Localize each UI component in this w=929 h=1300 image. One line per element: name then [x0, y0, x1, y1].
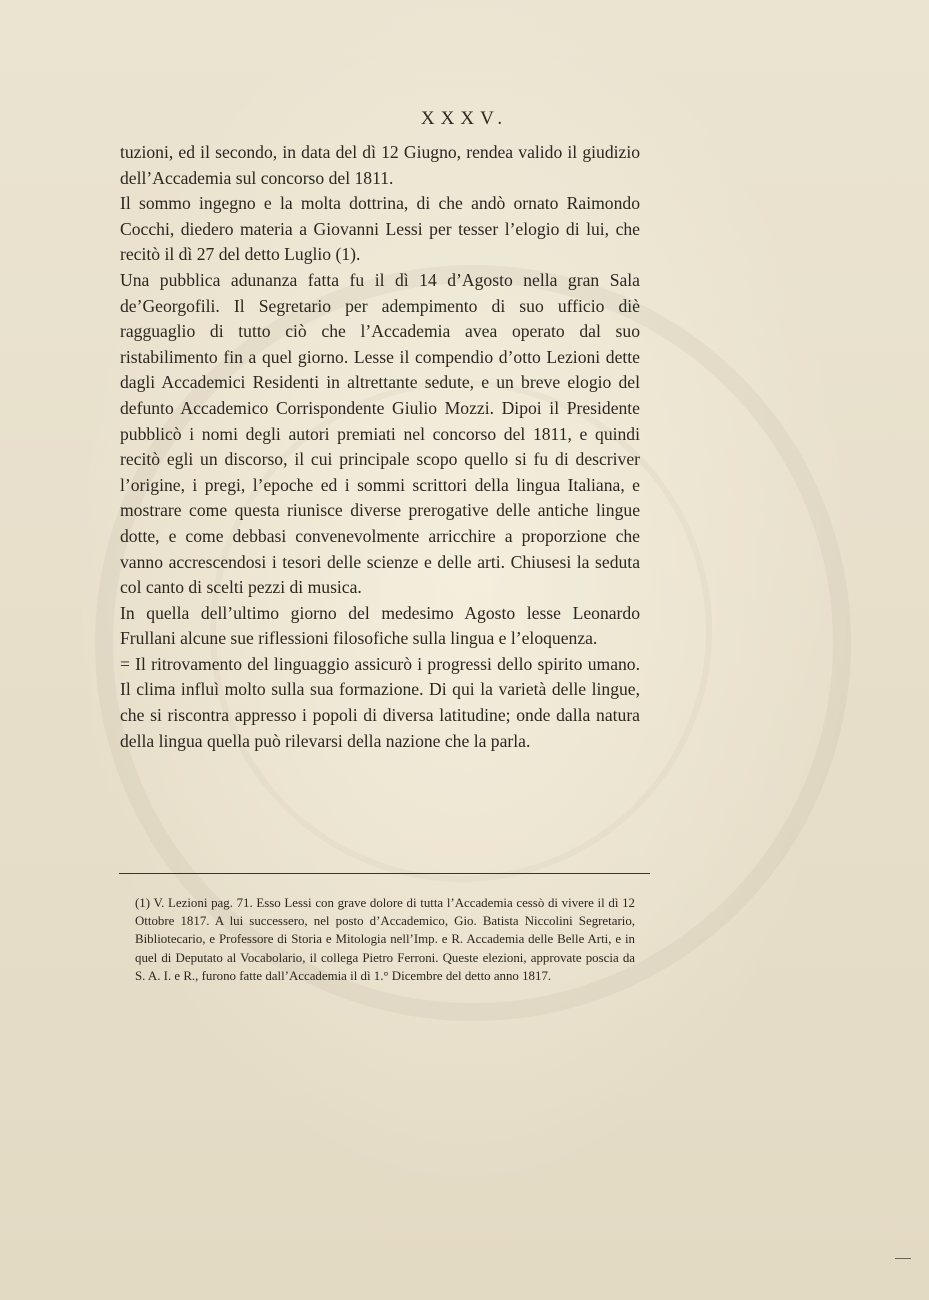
main-text-block: [120, 140, 640, 754]
paragraph-5: = Il ritrovamento del linguaggio assicurò i progressi dello spirito umano. Il clima influì molto sulla sua formazione. Di qui la varietà delle lingue, che si riscontra appresso i popoli di diversa latitudine; onde dalla natura della lingua quella può rilevarsi della nazione che la parla.: [120, 653, 640, 751]
page-number-header: XXXV.: [420, 108, 509, 129]
footnote-1: (1) V. Lezioni pag. 71. Esso Lessi con grave dolore di tutta l’Accademia cessò di vivere il dì 12 Ottobre 1817. A lui successero, nel posto d’Accademico, Gio. Batista Niccolini Segretario, Bibliotecario, e Professore di Storia e Mitologia nell’Imp. e R. Accademia delle Belle Arti, e in quel di Deputato al Vocabolario, il collega Pietro Ferroni. Queste elezioni, approvate poscia da S. A. I. e R., furono fatte dall’Accademia il dì 1.° Dicembre del detto anno 1817.: [135, 896, 635, 983]
footnote-block: [135, 894, 635, 985]
paragraph-3: Una pubblica adunanza fatta fu il dì 14 d’Agosto nella gran Sala de’Georgofili. Il Segretario per adempimento di suo ufficio diè ragguaglio di tutto ciò che l’Accademia avea operato dal suo ristabilimento fin a quel giorno. Lesse il compendio d’otto Lezioni dette dagli Accademici Residenti in altrettante sedute, e un breve elogio del defunto Accademico Corrispondente Giulio Mozzi. Dipoi il Presidente pubblicò i nomi degli autori premiati nel concorso del 1811, e quindi recitò egli un discorso, il cui principale scopo quello si fu di descriver l’origine, i pregi, l’epoche ed i sommi scrittori della lingua Italiana, e mostrare come questa riunisce diverse prerogative delle antiche lingue dotte, e come debbasi convenevolmente arricchire a proporzione che vanno accrescendosi i tesori delle scienze e delle arti. Chiusesi la seduta col canto di scelti pezzi di musica.: [120, 269, 640, 598]
paragraph-2: Il sommo ingegno e la molta dottrina, di che andò ornato Raimondo Cocchi, diedero materia a Giovanni Lessi per tesser l’elogio di lui, che recitò il dì 27 del detto Luglio (1).: [120, 193, 640, 265]
paragraph-1: tuzioni, ed il secondo, in data del dì 12 Giugno, rendea valido il giudizio dell’Accademia sul concorso del 1811.: [120, 142, 640, 188]
footnote-separator-rule: [119, 873, 650, 874]
paragraph-4: In quella dell’ultimo giorno del medesimo Agosto lesse Leonardo Frullani alcune sue riflessioni filosofiche sulla lingua e l’eloquenza.: [120, 602, 640, 649]
page-edge-mark: [895, 1258, 911, 1259]
